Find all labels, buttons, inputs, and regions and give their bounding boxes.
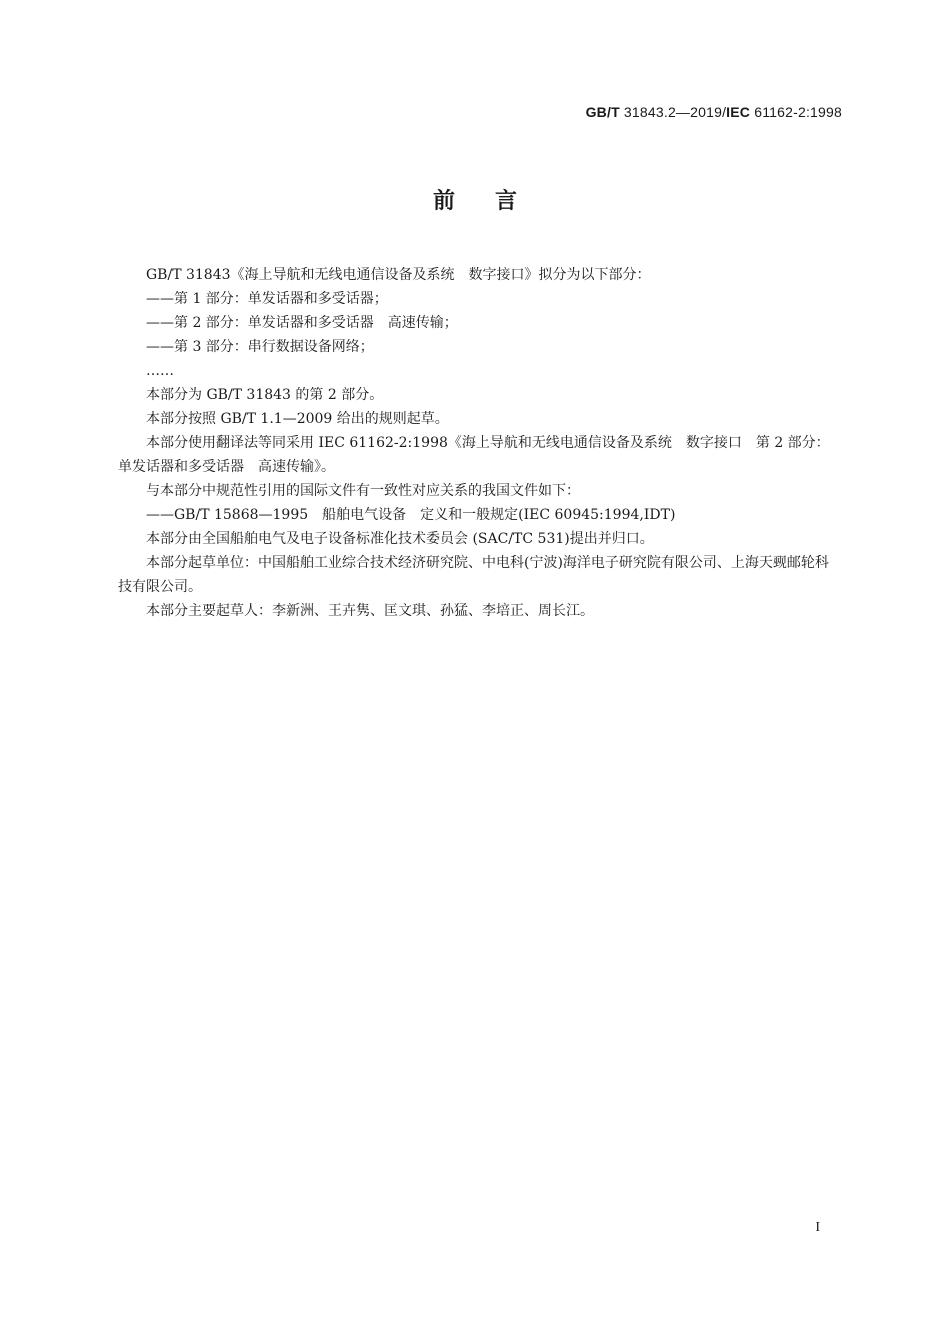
standard-prefix: GB/T [585, 104, 620, 120]
list-ellipsis: …… [146, 363, 174, 379]
iec-prefix: IEC [726, 104, 751, 120]
paragraph-part-statement: 本部分为 GB/T 31843 的第 2 部分。 [146, 387, 384, 403]
list-item-part-3: ——第 3 部分：串行数据设备网络； [146, 339, 374, 355]
paragraph-parts-intro: GB/T 31843《海上导航和无线电通信设备及系统 数字接口》拟分为以下部分： [146, 267, 651, 283]
paragraph-adoption: 本部分使用翻译法等同采用 IEC 61162-2:1998《海上导航和无线电通信设备及系统 数字接口 第 2 部分：单发话器和多受话器 高速传输》。 [118, 435, 830, 475]
paragraph-drafting-rules: 本部分按照 GB/T 1.1—2009 给出的规则起草。 [146, 411, 449, 427]
list-item-part-1: ——第 1 部分：单发话器和多受话器； [146, 291, 388, 307]
standard-number: 31843.2—2019/ [623, 104, 727, 120]
standard-code [586, 104, 842, 120]
list-item-reference: ——GB/T 15868—1995 船舶电气设备 定义和一般规定(IEC 60945:1994,IDT) [146, 507, 676, 523]
iec-number: 61162-2:1998 [754, 104, 842, 120]
paragraph-drafting-units: 本部分起草单位：中国船舶工业综合技术经济研究院、中电科(宁波)海洋电子研究院有限公司、上海天觋邮轮科技有限公司。 [118, 555, 829, 595]
page-title: 前言 [432, 189, 557, 214]
paragraph-references-intro: 与本部分中规范性引用的国际文件有一致性对应关系的我国文件如下： [146, 483, 580, 499]
foreword-body [118, 263, 834, 623]
list-item-part-2: ——第 2 部分：单发话器和多受话器 高速传输； [146, 315, 458, 331]
page-number: I [815, 1220, 820, 1235]
paragraph-drafters: 本部分主要起草人：李新洲、王卉隽、匡文琪、孙猛、李培正、周长江。 [146, 603, 594, 619]
paragraph-proposer: 本部分由全国船舶电气及电子设备标准化技术委员会 (SAC/TC 531)提出并归口。 [146, 531, 654, 547]
